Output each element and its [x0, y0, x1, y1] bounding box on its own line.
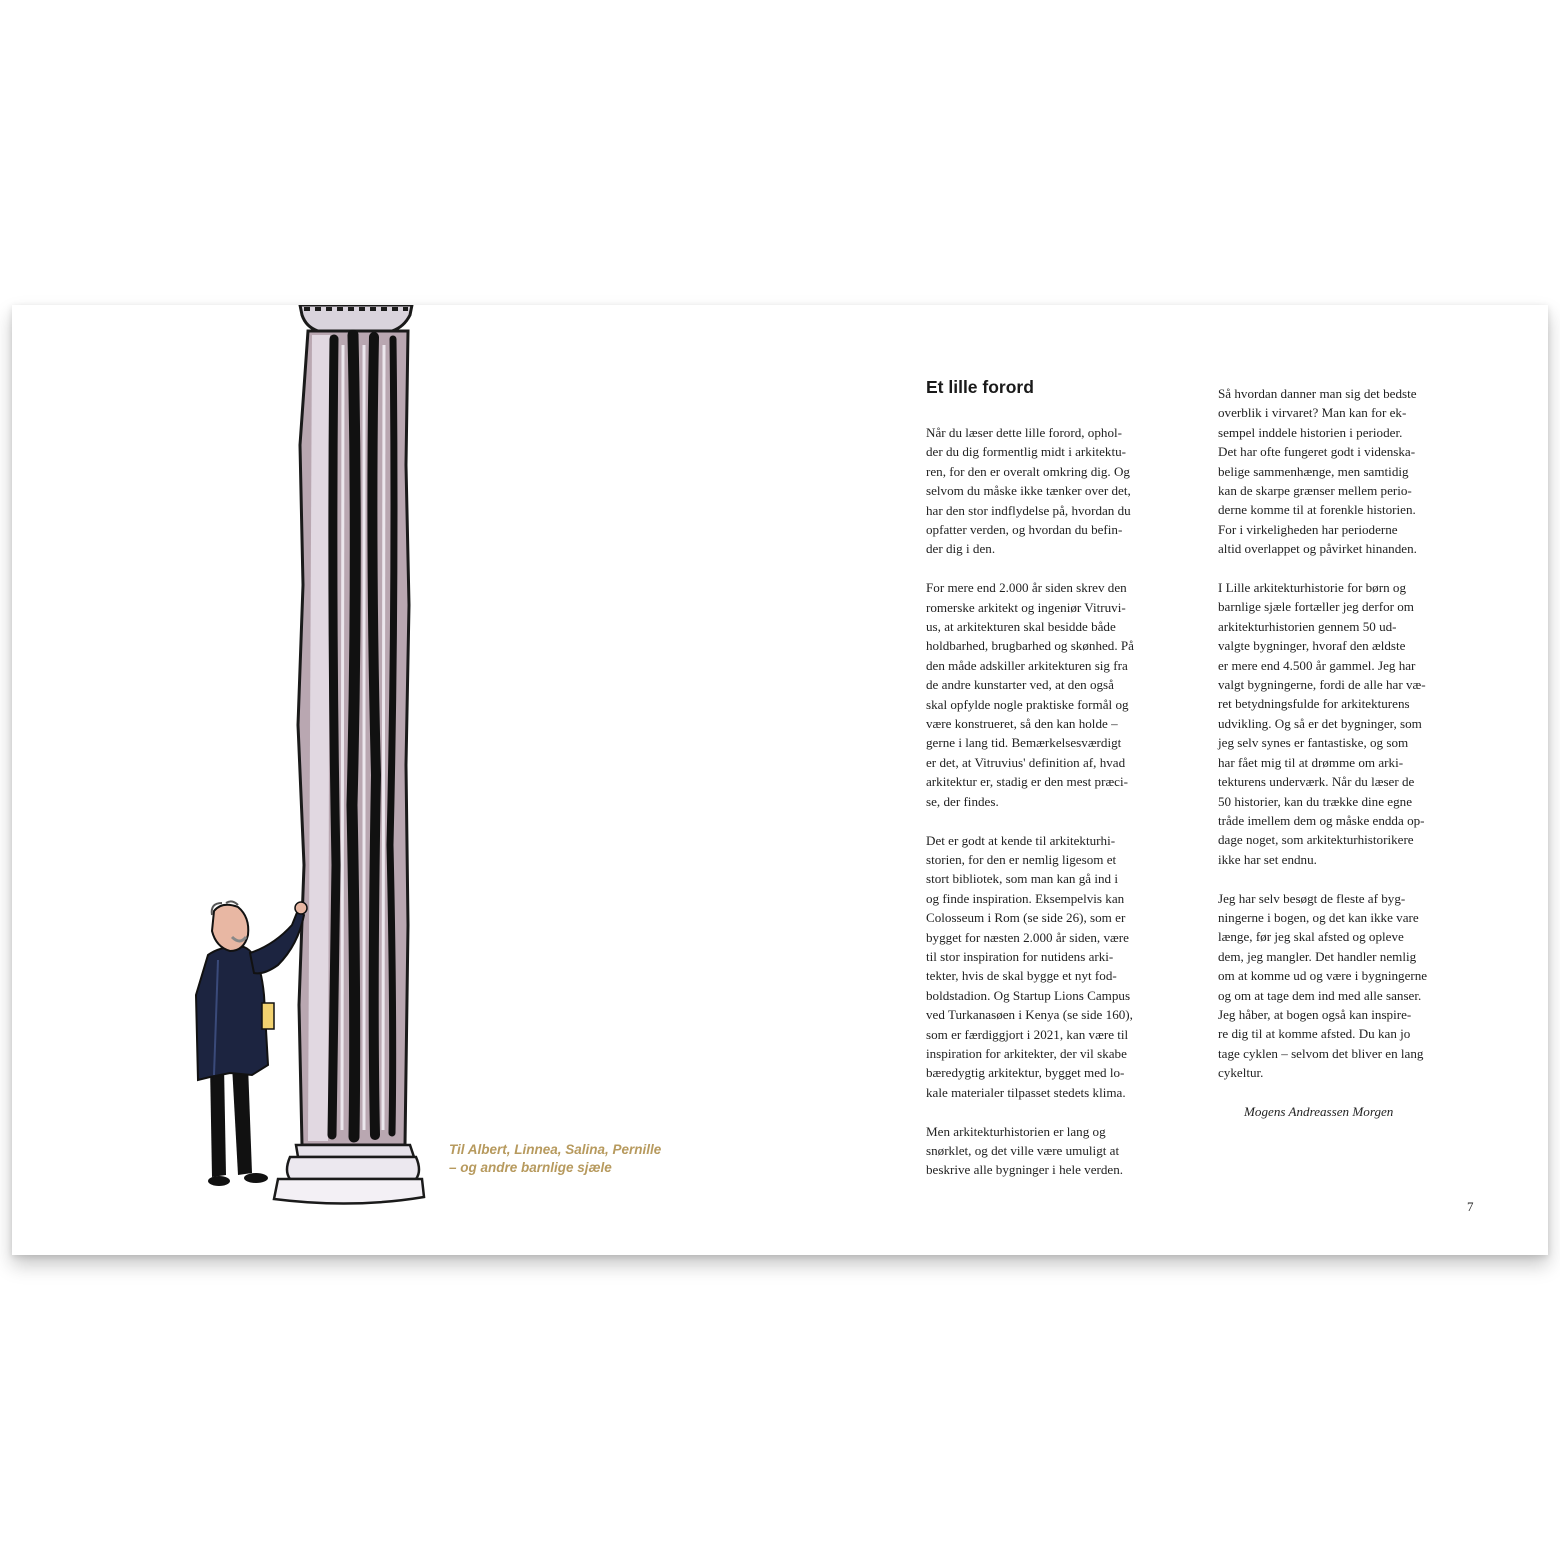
paragraph — [1218, 384, 1478, 559]
text-line: den måde adskiller arkitekturen sig fra — [926, 657, 1128, 673]
text-line: kale materialer tilpasset stedets klima. — [926, 1084, 1126, 1100]
text-line: arkitekturhistorien gennem 50 ud- — [1218, 618, 1397, 634]
text-line: altid overlappet og påvirket hinanden. — [1218, 541, 1417, 557]
text-line: der du dig formentlig midt i arkitektu- — [926, 444, 1126, 460]
text-line: For i virkeligheden har perioderne — [1218, 521, 1398, 537]
text-column-left — [926, 423, 1186, 1199]
book-spread — [12, 305, 1548, 1255]
text-line: re dig til at komme afsted. Du kan jo — [1218, 1026, 1411, 1042]
text-line: længe, før jeg skal afsted og opleve — [1218, 929, 1404, 945]
text-line: us, at arkitekturen skal besidde både — [926, 619, 1116, 635]
text-line: tage cyklen – selvom det bliver en lang — [1218, 1045, 1424, 1061]
text-line: selvom du måske ikke tænker over det, — [926, 483, 1131, 499]
text-line: som er færdiggjort i 2021, kan være til — [926, 1026, 1129, 1042]
text-line: Colosseum i Rom (se side 26), som er — [926, 910, 1126, 926]
author-signature: Mogens Andreassen Morgen — [1244, 1103, 1394, 1119]
page-number: 7 — [1467, 1199, 1474, 1214]
text-line: ret betydningsfulde for arkitekturens — [1218, 696, 1410, 712]
text-line: til stor inspiration for nutidens arki- — [926, 948, 1114, 964]
text-line: Jeg håber, at bogen også kan inspire- — [1218, 1006, 1412, 1022]
text-line: cykeltur. — [1218, 1065, 1264, 1081]
text-line: tråde imellem dem og måske endda op- — [1218, 812, 1425, 828]
text-line: barnlige sjæle fortæller jeg derfor om — [1218, 599, 1414, 615]
text-line: kan de skarpe grænser mellem perio- — [1218, 483, 1412, 499]
text-line: Men arkitekturhistorien er lang og — [926, 1123, 1106, 1139]
text-line: sempel inddele historien i perioder. — [1218, 424, 1403, 440]
text-line: For mere end 2.000 år siden skrev den — [926, 580, 1127, 596]
column-illustration — [12, 305, 712, 1255]
text-line: er mere end 4.500 år gammel. Jeg har — [1218, 657, 1416, 673]
text-line: storien, for den er nemlig ligesom et — [926, 851, 1117, 867]
text-line: bæredygtig arkitektur, bygget med lo- — [926, 1065, 1125, 1081]
text-line: inspiration for arkitekter, der vil skabe — [926, 1045, 1127, 1061]
text-line: ningerne i bogen, og det kan ikke vare — [1218, 909, 1419, 925]
page-title: Et lille forord — [926, 377, 1034, 397]
text-line: skal opfylde nogle praktiske formål og — [926, 696, 1129, 712]
text-line: snørklet, og det ville være umuligt at — [926, 1142, 1120, 1158]
text-line: har den stor indflydelse på, hvordan du — [926, 502, 1131, 518]
text-line: dage noget, som arkitekturhistorikere — [1218, 832, 1414, 848]
paragraph — [926, 578, 1186, 811]
paragraph — [926, 1122, 1186, 1180]
text-line: arkitektur er, stadig er den mest præci- — [926, 774, 1128, 790]
text-line: holdbarhed, brugbarhed og skønhed. På — [926, 638, 1134, 654]
text-line: overblik i virvaret? Man kan for ek- — [1218, 405, 1407, 421]
text-line: Jeg har selv besøgt de fleste af byg- — [1218, 890, 1406, 906]
text-line: Når du læser dette lille forord, ophol- — [926, 425, 1122, 440]
text-line: I Lille arkitekturhistorie for børn og — [1218, 580, 1406, 596]
text-line: og finde inspiration. Eksempelvis kan — [926, 890, 1125, 906]
text-line: tekturens underværk. Når du læser de — [1218, 774, 1415, 790]
text-line: ikke har set endnu. — [1218, 851, 1317, 867]
text-line: har fået mig til at drømme om arki- — [1218, 754, 1404, 770]
paragraph — [926, 423, 1186, 559]
paragraph — [1218, 889, 1478, 1083]
text-line: ren, for den er overalt omkring dig. Og — [926, 463, 1130, 479]
text-line: er det, at Vitruvius' definition af, hvad — [926, 754, 1126, 770]
dedication-line: Til Albert, Linnea, Salina, Pernille — [449, 1142, 662, 1157]
text-line: bygget for næsten 2.000 år siden, være — [926, 929, 1129, 945]
dedication — [449, 1141, 661, 1177]
text-line: Så hvordan danner man sig det bedste — [1218, 386, 1417, 401]
text-line: valgt bygningerne, fordi de alle har væ- — [1218, 677, 1426, 693]
text-line: romerske arkitekt og ingeniør Vitruvi- — [926, 599, 1126, 615]
dedication-line: – og andre barnlige sjæle — [449, 1160, 612, 1175]
text-line: udvikling. Og så er det bygninger, som — [1218, 715, 1422, 731]
text-line: 50 historier, kan du trække dine egne — [1218, 793, 1413, 809]
text-line: boldstadion. Og Startup Lions Campus — [926, 987, 1131, 1003]
text-line: ved Turkanasøen i Kenya (se side 160), — [926, 1007, 1133, 1023]
text-line: dem, jeg mangler. Det handler nemlig — [1218, 948, 1417, 964]
text-line: stort bibliotek, som man kan gå ind i — [926, 871, 1119, 887]
man-figure — [196, 901, 307, 1186]
text-line: være konstrueret, så den kan holde – — [926, 716, 1118, 732]
text-line: jeg selv synes er fantastiske, og som — [1218, 735, 1409, 751]
text-column-right — [1218, 384, 1478, 1121]
text-line: beskrive alle bygninger i hele verden. — [926, 1162, 1124, 1178]
text-line: de andre kunstarter ved, at den også — [926, 677, 1114, 693]
text-line: og om at tage dem ind med alle sanser. — [1218, 987, 1422, 1003]
text-line: Det er godt at kende til arkitekturhi- — [926, 832, 1116, 848]
text-line: se, der findes. — [926, 793, 999, 809]
text-line: opfatter verden, og hvordan du befin- — [926, 522, 1123, 538]
paragraph — [1218, 578, 1478, 869]
text-line: derne komme til at forenkle historien. — [1218, 502, 1416, 518]
text-line: der dig i den. — [926, 541, 996, 557]
text-line: valgte bygninger, hvoraf den ældste — [1218, 638, 1406, 654]
text-line: gerne i lang tid. Bemærkelsesværdigt — [926, 735, 1122, 751]
paragraph — [926, 831, 1186, 1103]
text-line: tekter, hvis de skal bygge et nyt fod- — [926, 968, 1117, 984]
text-line: om at komme ud og være i bygningerne — [1218, 968, 1428, 984]
column-drawing — [274, 305, 424, 1204]
text-line: Det har ofte fungeret godt i videnska- — [1218, 444, 1416, 460]
text-line: belige sammenhænge, men samtidig — [1218, 463, 1409, 479]
